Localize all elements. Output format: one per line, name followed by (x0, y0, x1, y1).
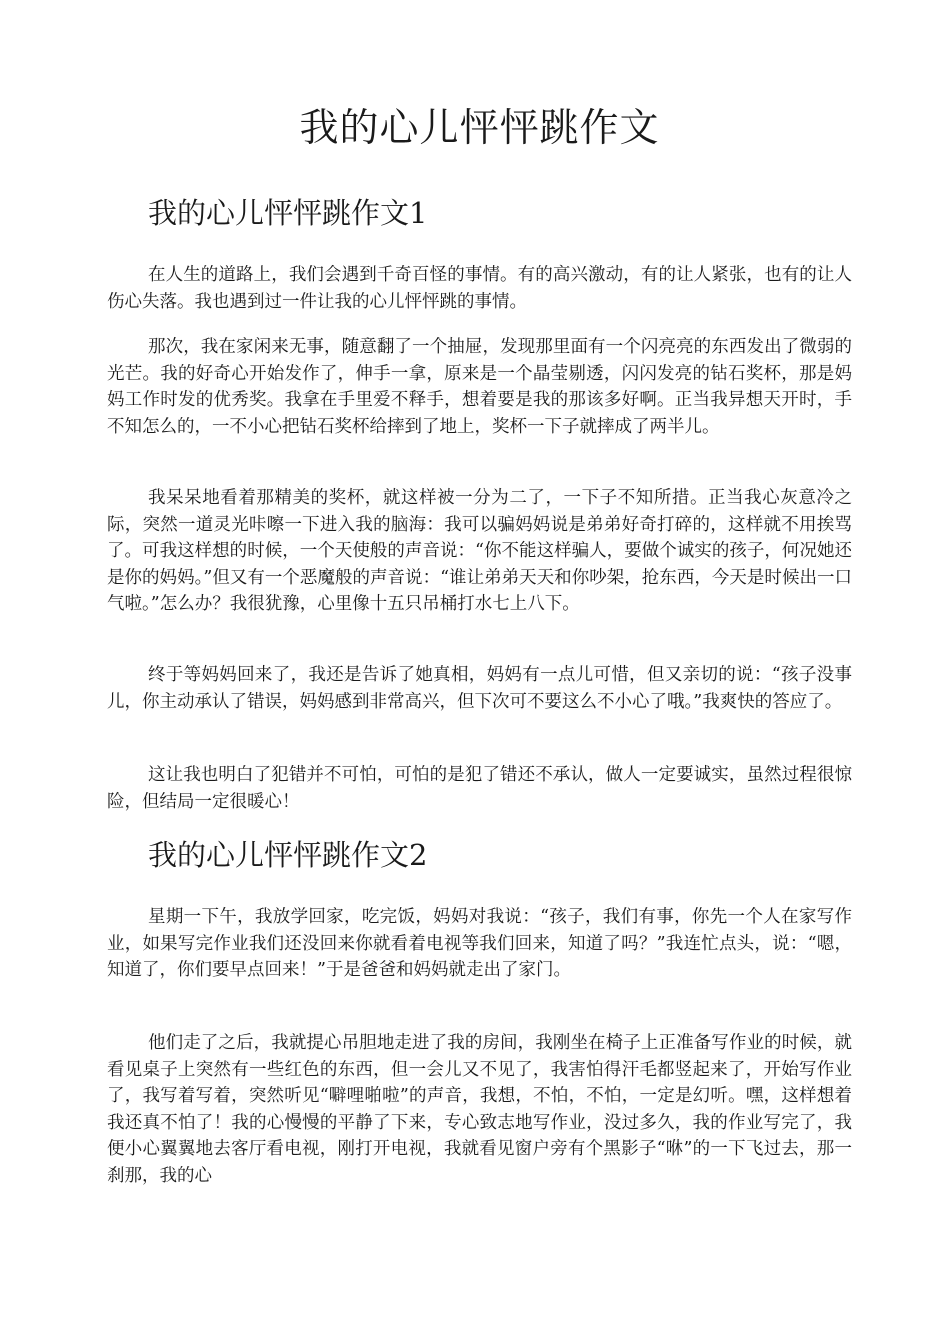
paragraph-truncated (107, 1030, 852, 1189)
paragraph-text: 他们走了之后，我就提心吊胆地走进了我的房间，我刚坐在椅子上正准备写作业的时候，就看见桌子上突然有一些红色的东西，但一会儿又不见了，我害怕得汗毛都竖起来了，开始写作业了，我写着写着，突然听见“噼哩啪啦”的声音，我想，不怕，不怕，一定是幻听。嘿，这样想着我还真不怕了！我的心慢慢的平静了下来，专心致志地写作业，没过多久，我的作业写完了，我便小心翼翼地去客厅看电视，刚打开电视，我就看见窗户旁有个黑影子“咻”的一下飞过去，那一刹那，我的心 (107, 1033, 852, 1186)
paragraph: 星期一下午，我放学回家，吃完饭，妈妈对我说：“孩子，我们有事，你先一个人在家写作业，如果写完作业我们还没回来你就看着电视等我们回来，知道了吗？”我连忙点头，说：“嗯，知道了，你们要早点回来！”于是爸爸和妈妈就走出了家门。 (107, 907, 852, 980)
paragraph: 终于等妈妈回来了，我还是告诉了她真相，妈妈有一点儿可惜，但又亲切的说：“孩子没事儿，你主动承认了错误，妈妈感到非常高兴，但下次可不要这么不小心了哦。”我爽快的答应了。 (107, 665, 852, 712)
section-heading-1: 我的心儿怦怦跳作文1 (148, 196, 428, 230)
paragraph: 那次，我在家闲来无事，随意翻了一个抽屉，发现那里面有一个闪亮亮的东西发出了微弱的光芒。我的好奇心开始发作了，伸手一拿，原来是一个晶莹剔透，闪闪发亮的钻石奖杯，那是妈妈工作时发的优秀奖。我拿在手里爱不释手，想着要是我的那该多好啊。正当我异想天开时，手不知怎么的，一不小心把钻石奖杯给摔到了地上，奖杯一下子就摔成了两半儿。 (107, 337, 852, 437)
paragraph: 这让我也明白了犯错并不可怕，可怕的是犯了错还不承认，做人一定要诚实，虽然过程很惊险，但结局一定很暖心！ (107, 765, 852, 812)
paragraph: 我呆呆地看着那精美的奖杯，就这样被一分为二了，一下子不知所措。正当我心灰意冷之际，突然一道灵光咔嚓一下进入我的脑海：我可以骗妈妈说是弟弟好奇打碎的，这样就不用挨骂了。可我这样想的时候，一个天使般的声音说：“你不能这样骗人，要做个诚实的孩子，何况她还是你的妈妈。”但又有一个恶魔般的声音说：“谁让弟弟天天和你吵架，抢东西，今天是时候出一口气啦。”怎么办？我很犹豫，心里像十五只吊桶打水七上八下。 (107, 488, 852, 614)
document-title: 我的心儿怦怦跳作文 (299, 106, 660, 151)
section-heading-2: 我的心儿怦怦跳作文2 (148, 838, 428, 872)
paragraph: 在人生的道路上，我们会遇到千奇百怪的事情。有的高兴激动，有的让人紧张，也有的让人伤心失落。我也遇到过一件让我的心儿怦怦跳的事情。 (107, 265, 852, 312)
